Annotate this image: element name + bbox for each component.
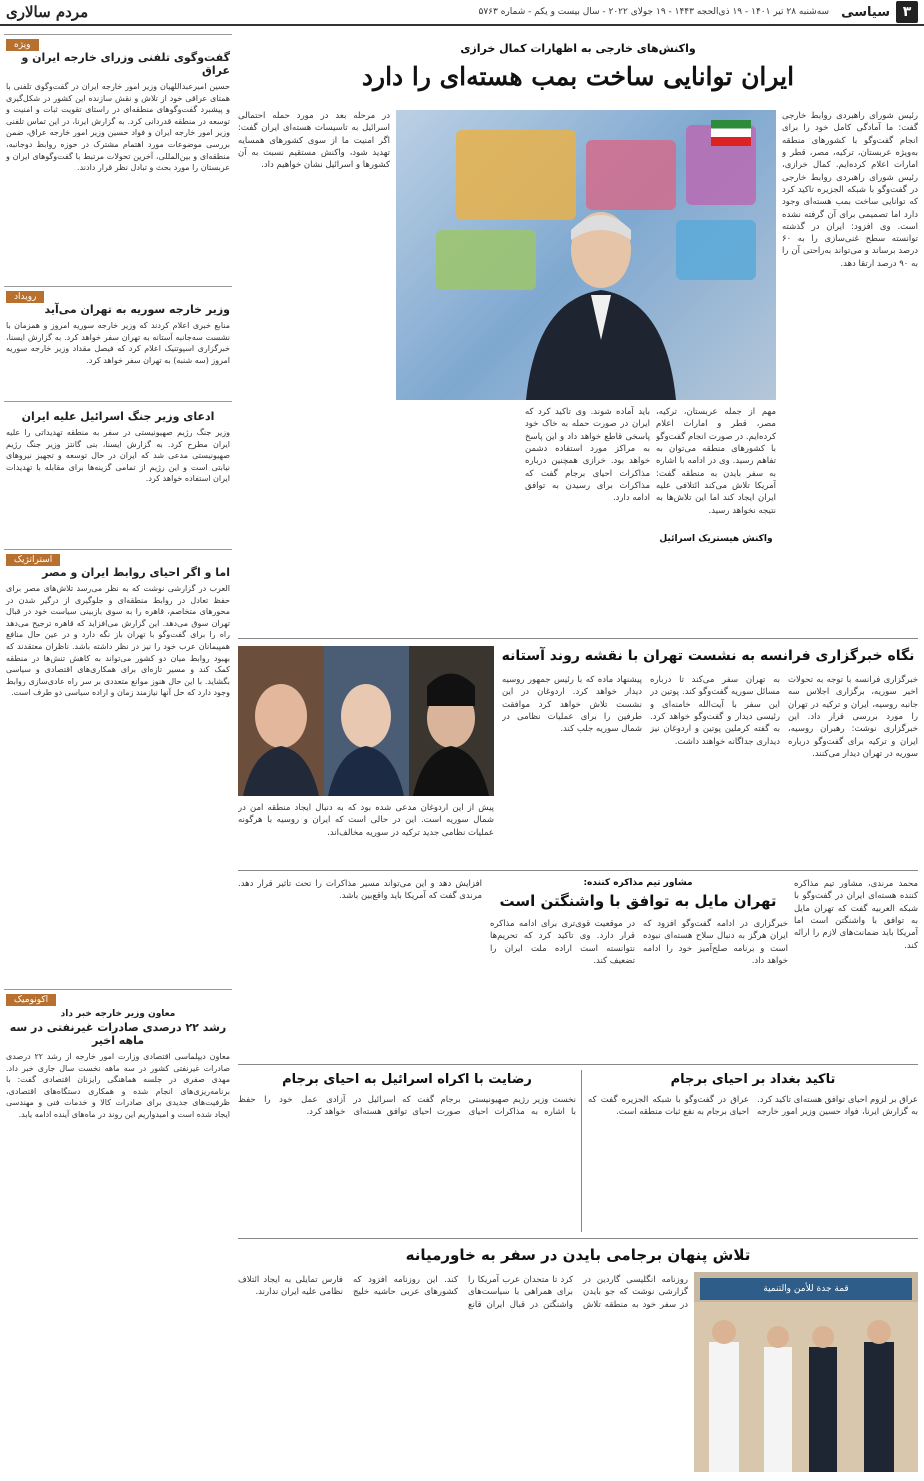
lead-photo — [396, 110, 776, 400]
story-body: عراق بر لزوم احیای توافق هسته‌ای تاکید کرد. به گزارش ایرنا، فواد حسین وزیر امور خارجه عراق در گفت‌وگو با شبکه الجزیره گفت که احیای برجام به نفع ثبات منطقه است. — [588, 1095, 918, 1118]
divider — [581, 1070, 582, 1232]
page-number: ۳ — [896, 1, 918, 23]
issue-meta: سه‌شنبه ۲۸ تیر ۱۴۰۱ - ۱۹ ذی‌الحجه ۱۴۴۳ - ۱۹ جولای ۲۰۲۲ - سال بیست و یکم - شماره ۵۷۶۳ — [478, 7, 830, 17]
sidebar-title: ادعای وزیر جنگ اسرائیل علیه ایران — [21, 410, 215, 423]
story-kicker: مشاور تیم مذاکره کننده: — [583, 878, 693, 888]
lead-column-1: رئیس شورای راهبردی روابط خارجی گفت: ما آمادگی کامل خود را برای انجام گفت‌وگو با کشورهای منطقه به‌ویژه عربستان، ترکیه، مصر، قطر و امارات اعلام کرده‌ایم. کمال خرازی، رئیس شورای راهبردی روابط خارجی در گفت‌وگو با شبکه الجزیره تاکید کرد که توانایی ساخت بمب هسته‌ای وجود دارد اما تصمیمی برای آن گرفته نشده است. وی افزود: ایران در گذشته توانسته سطح غنی‌سازی را به ۶۰ درصد برساند و می‌تواند به‌راحتی آن را به ۹۰ درصد ارتقا دهد. — [782, 111, 918, 269]
leaders-photo — [238, 646, 494, 796]
story-title: نگاه خبرگزاری فرانسه به نشست تهران با نقشه روند آستانه — [501, 648, 915, 664]
story-column: پیشنهاد ماده که با رئیس جمهور روسیه دیدار خواهد کرد. اردوغان در این نشست تلاش خواهد کرد موافقت طرفین را برای عملیات نظامی در شمال سوریه جلب کند. — [502, 675, 642, 735]
lead-column-3: باید آماده شوند. وی تاکید کرد که ایران در صورت حمله به خاک خود پاسخی قاطع خواهد داد و این پاسخ به مراکز مورد استفاده دشمن خواهد بود. خرازی همچنین درباره مذاکرات احیای برجام گفت که مذاکرات برای رسیدن به توافق ادامه دارد. — [525, 407, 650, 504]
sidebar-item — [4, 286, 232, 401]
sidebar-item — [4, 401, 232, 549]
story-title: تهران مایل به توافق با واشنگتن است — [499, 892, 777, 910]
sidebar — [4, 34, 232, 1477]
speaker-figure — [506, 190, 696, 400]
main-content — [238, 34, 918, 1477]
sidebar-title: وزیر خارجه سوریه به تهران می‌آید — [44, 303, 230, 316]
page-header — [0, 0, 924, 26]
sidebar-item — [4, 989, 232, 1125]
sidebar-title: اما و اگر احیای روابط ایران و مصر — [42, 566, 230, 579]
divider — [238, 870, 918, 871]
story-column: محمد مرندی، مشاور تیم مذاکره کننده هسته‌ای ایران در گفت‌وگو با شبکه العربیه گفت که تهران مایل به توافق با واشنگتن است اما آمریکا باید ضمانت‌های لازم را ارائه کند. — [794, 879, 918, 951]
sidebar-tag: استراتژیک — [6, 554, 60, 566]
story-column: به تهران سفر می‌کند تا درباره مسائل سوریه گفت‌وگو کند. پوتین در این سفر با آیت‌الله خامنه‌ای و رئیسی دیدار و گفت‌وگو خواهد کرد. به گفته کرملین پوتین و اردوغان نیز دیداری جداگانه خواهند داشت. — [650, 675, 780, 747]
sidebar-body: معاون دیپلماسی اقتصادی وزارت امور خارجه از رشد ۲۲ درصدی صادرات غیرنفتی کشور در سه ماهه نخست سال جاری خبر داد. مهدی صفری در جلسه هماهنگی رایزنان اقتصادی گفت: با برنامه‌ریزی‌های انجام شده و همکاری دستگاه‌های اقتصادی، ظرفیت‌های جدیدی برای صادرات کالا و خدمات فنی و مهندسی ایجاد شده است و امیدواریم این روند در ماه‌های آینده ادامه یابد. — [6, 1052, 230, 1119]
section-name: سیاسی — [841, 4, 890, 20]
summit-photo — [694, 1272, 918, 1472]
sidebar-item — [4, 34, 232, 286]
sidebar-kicker: معاون وزیر خارجه خبر داد — [60, 1009, 176, 1019]
sidebar-title: گفت‌وگوی تلفنی وزرای خارجه ایران و عراق — [21, 51, 230, 77]
divider — [238, 1238, 918, 1239]
sidebar-tag: رویداد — [6, 291, 44, 303]
iran-flag-icon — [711, 120, 751, 146]
lead-subhead: واکنش هیستریک اسرائیل — [659, 534, 773, 544]
story-body: روزنامه انگلیسی گاردین در گزارشی نوشت که جو بایدن در سفر خود به منطقه تلاش کرد تا متحدان عرب آمریکا را برای همراهی با سیاست‌های واشنگتن در قبال ایران قانع کند. این روزنامه افزود که کشورهای عربی حاشیه خلیج فارس تمایلی به ایجاد ائتلاف نظامی علیه ایران ندارند. — [238, 1275, 688, 1310]
sidebar-tag: اکونومیک — [6, 994, 56, 1006]
summit-banner: قمة جدة للأمن والتنمية — [700, 1278, 912, 1300]
story-column: افزایش دهد و این می‌تواند مسیر مذاکرات را تحت تاثیر قرار دهد. مرندی گفت که آمریکا باید واقع‌بین باشد. — [238, 879, 482, 902]
lead-kicker: واکنش‌های خارجی به اظهارات کمال خرازی — [460, 42, 696, 55]
story-body: نخست وزیر رژیم صهیونیستی با اشاره به مذاکرات احیای برجام گفت که اسرائیل در صورت احیای توافق هسته‌ای آزادی عمل خود را حفظ خواهد کرد. — [238, 1095, 576, 1118]
divider — [238, 638, 918, 639]
divider — [238, 1064, 918, 1065]
sidebar-body: العرب در گزارشی نوشت که به نظر می‌رسد تلاش‌های مصر برای حفظ تعادل در روابط منطقه‌ای و جلوگیری از درگیر شدن در محورهای متخاصم، قاهره را به سوی بازبینی سیاست خود در قبال تهران سوق می‌دهد. این گزارش می‌افزاید که قاهره ترجیح می‌دهد راه را برای گفت‌وگو با تهران باز نگه دارد و در عین حال منافع همپیمانان عرب خود را نیز در نظر داشته باشد. ناظران معتقدند که بهبود روابط میان دو کشور می‌تواند به کاهش تنش‌ها در منطقه کمک کند و مسیر تازه‌ای برای همکاری‌های اقتصادی و سیاسی بگشاید. با این حال هنوز موانع متعددی بر سر راه عادی‌سازی روابط وجود دارد که حل آنها نیازمند زمان و اراده سیاسی دو طرف است. — [6, 584, 230, 698]
lead-column-4: در مرحله بعد در مورد حمله احتمالی اسرائیل به تاسیسات هسته‌ای ایران گفت: اگر امنیت ما از سوی کشورهای همسایه تهدید شود، واکنش مستقیم نسبت به آن کشورها و اسرائیل نشان خواهیم داد. — [238, 111, 390, 171]
sidebar-body: منابع خبری اعلام کردند که وزیر خارجه سوریه امروز و همزمان با نشست سه‌جانبه آستانه به تهران سفر خواهد کرد. به گزارش ایسنا، خبرگزاری اسپوتنیک اعلام کرد که فیصل مقداد وزیر خارجه سوریه امروز (سه شنبه) به تهران سفر خواهد کرد. — [6, 321, 230, 365]
sidebar-item — [4, 549, 232, 989]
story-column: خبرگزاری در ادامه گفت‌وگو افزود که ایران هرگز به دنبال سلاح هسته‌ای نبوده است و برنامه صلح‌آمیز خود را ادامه خواهد داد. — [643, 919, 788, 966]
sidebar-body: حسین امیرعبداللهیان وزیر امور خارجه ایران در گفت‌وگوی تلفنی با همتای عراقی خود از تلاش و نقش سازنده این کشور در شکل‌گیری و پیشبرد گفت‌وگوهای منطقه‌ای در راستای تقویت ثبات و امنیت و توسعه در منطقه قدردانی کرد. به گزارش ایرنا، در این تماس تلفنی وزیر امور خارجه ایران و فواد حسین وزیر امور خارجه عراق، ضمن بررسی موضوعات مورد اهتمام مشترک در حوزه روابط دوجانبه، منطقه‌ای و بین‌المللی، آخرین تحولات مرتبط با گفت‌وگوهای ایران و عربستان را مورد بحث و تبادل نظر قرار دادند. — [6, 82, 230, 173]
sidebar-tag: ویژه — [6, 39, 39, 51]
story-title: تاکید بغداد بر احیای برجام — [670, 1072, 836, 1087]
sidebar-title: رشد ۲۲ درصدی صادرات غیرنفتی در سه ماهه اخیر — [9, 1021, 227, 1047]
story-title: تلاش پنهان برجامی بایدن در سفر به خاورمیانه — [405, 1246, 751, 1264]
sidebar-body: وزیر جنگ رژیم صهیونیستی در سفر به منطقه تهدیداتی را علیه ایران مطرح کرد. به گزارش ایسنا، بنی گانتز وزیر جنگ رژیم صهیونیستی مدعی شد که ایران در حال توسعه و تجهیز نیروهای نیابتی است و این رژیم از تمامی گزینه‌ها برای مقابله با تهدیدات ایران استفاده خواهد کرد. — [6, 428, 230, 484]
lead-column-2: مهم از جمله عربستان، ترکیه، مصر، قطر و امارات اعلام کرده‌ایم. در صورت انجام گفت‌وگو با کشورهای منطقه می‌توان به تفاهم رسید. وی در ادامه با اشاره به سفر بایدن به منطقه گفت: آمریکا تلاش می‌کند ائتلافی علیه ایران ایجاد کند اما این تلاش‌ها به نتیجه نخواهد رسید. — [656, 407, 776, 516]
section-block — [841, 1, 918, 23]
story-column: خبرگزاری فرانسه با توجه به تحولات اخیر سوریه، برگزاری اجلاس سه جانبه روسیه، ایران و ترکیه در تهران را مورد بررسی قرار داد. این خبرگزاری نوشت: رهبران روسیه، ایران و ترکیه برای گفت‌وگو درباره سوریه در تهران دیدار می‌کنند. — [788, 675, 918, 759]
newspaper-brand: مردم سالاری — [6, 3, 89, 21]
story-column: در موقعیت قوی‌تری برای ادامه مذاکره قرار دارد. وی تاکید کرد که تحریم‌ها نتوانسته است اراده ملت ایران را تضعیف کند. — [490, 919, 635, 966]
story-title: رضایت با اکراه اسرائیل به احیای برجام — [282, 1072, 532, 1087]
lead-title: ایران توانایی ساخت بمب هسته‌ای را دارد — [361, 62, 795, 91]
story-column: پیش از این اردوغان مدعی شده بود که به دنبال ایجاد منطقه امن در شمال سوریه است. این در حالی است که ایران و روسیه با هرگونه عملیات نظامی جدید ترکیه در سوریه مخالف‌اند. — [238, 803, 494, 838]
